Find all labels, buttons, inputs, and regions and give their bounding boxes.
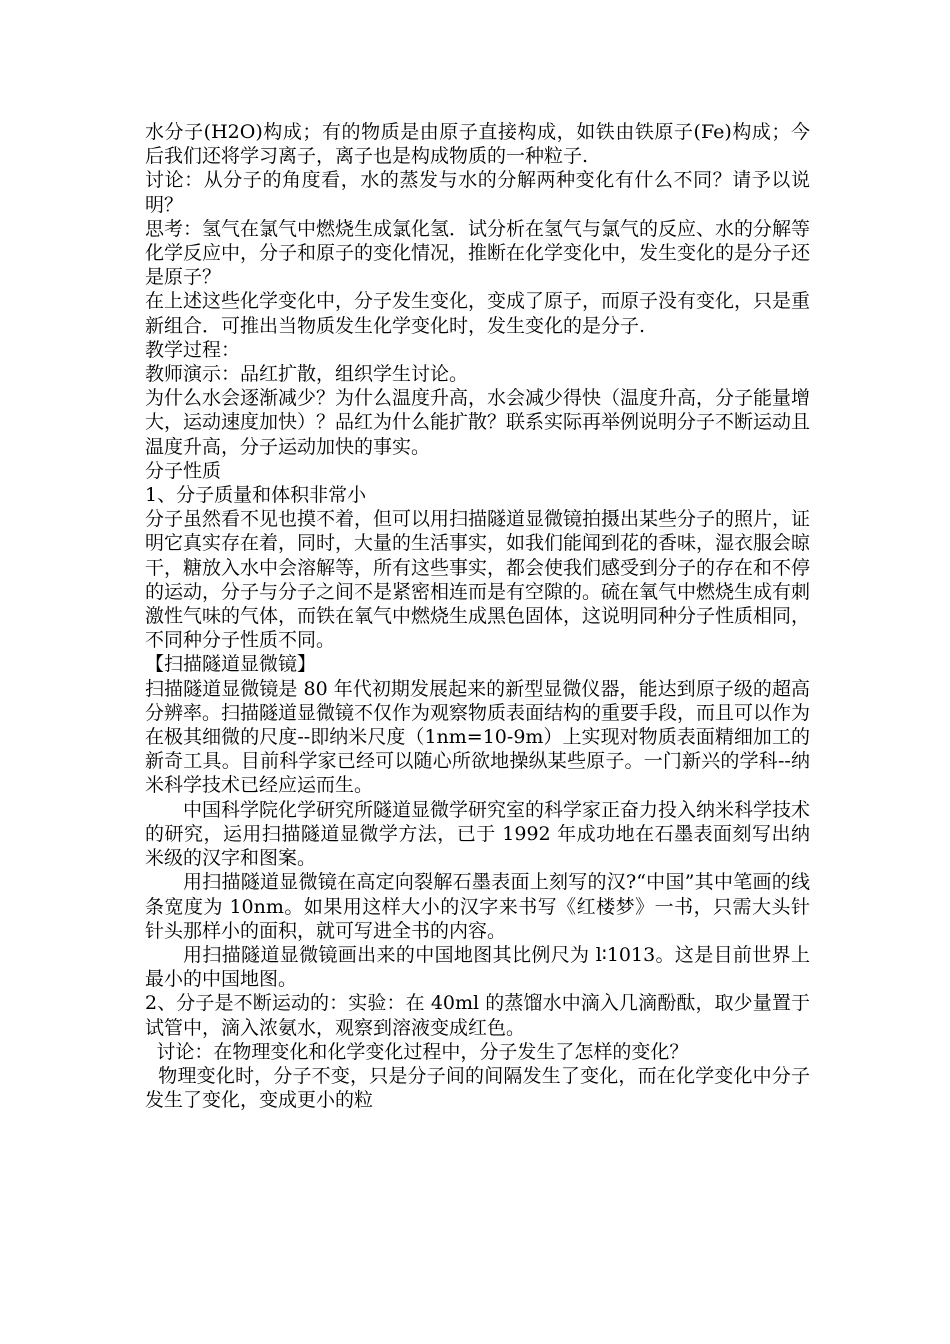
paragraph-physical-change: 物理变化时，分子不变，只是分子间的间隔发生了变化，而在化学变化中分子发生了变化，变成更小的粒 bbox=[145, 1064, 810, 1112]
paragraph-molecule-evidence: 分子虽然看不见也摸不着，但可以用扫描隧道显微镜拍摄出某些分子的照片，证明它真实存在着，同时，大量的生活事实，如我们能闻到花的香味，湿衣服会晾干，糖放入水中会溶解等，所有这些事实，都会使我们感受到分子的存在和不停的运动，分子与分子之间不是紧密相连而是有空隙的。硫在氧气中燃烧生成有刺激性气味的气体，而铁在氧气中燃烧生成黑色固体，这说明同种分子性质相同，不同种分子性质不同。 bbox=[145, 508, 811, 652]
paragraph-china-map: 用扫描隧道显微镜画出来的中国地图其比例尺为 l∶1013。这是目前世界上最小的中国地图。 bbox=[145, 943, 810, 991]
paragraph-chemical-change: 在上述这些化学变化中，分子发生变化，变成了原子，而原子没有变化，只是重新组合．可推出当物质发生化学变化时，发生变化的是分子. bbox=[145, 290, 811, 337]
document-body bbox=[145, 120, 810, 1112]
paragraph-property-2-experiment: 2、分子是不断运动的：实验：在 40ml 的蒸馏水中滴入几滴酚酞，取少量置于试管中，滴入浓氨水，观察到溶液变成红色。 bbox=[145, 992, 810, 1039]
heading-teaching-process: 教学过程： bbox=[145, 338, 241, 361]
paragraph-discussion-water: 讨论：从分子的角度看，水的蒸发与水的分解两种变化有什么不同？请予以说明？ bbox=[145, 169, 810, 216]
paragraph-molecules-atoms: 水分子(H2O)构成；有的物质是由原子直接构成，如铁由铁原子(Fe)构成；今后我们还将学习离子，离子也是构成物质的一种粒子. bbox=[145, 121, 810, 168]
heading-property-1: 1、分子质量和体积非常小 bbox=[145, 484, 367, 507]
paragraph-cas-research: 中国科学院化学研究所隧道显微学研究室的科学家正奋力投入纳米科学技术的研究，运用扫描隧道显微学方法，已于 1992 年成功地在石墨表面刻写出纳米级的汉字和图案。 bbox=[145, 798, 811, 870]
paragraph-china-characters: 用扫描隧道显微镜在高定向裂解石墨表面上刻写的汉?“中国”其中笔画的线条宽度为 10nm。如果用这样大小的汉字来书写《红楼梦》一书，只需大头针针头那样小的面积，就可写进全书的内容。 bbox=[145, 871, 810, 942]
paragraph-discussion-change: 讨论：在物理变化和化学变化过程中，分子发生了怎样的变化？ bbox=[156, 1040, 689, 1063]
paragraph-thinking-hydrogen: 思考：氢气在氯气中燃烧生成氯化氢．试分析在氢气与氯气的反应、水的分解等化学反应中，分子和原子的变化情况，推断在化学变化中，发生变化的是分子还是原子？ bbox=[145, 217, 811, 289]
heading-molecule-properties: 分子性质 bbox=[145, 459, 222, 482]
paragraph-stm-intro: 扫描隧道显微镜是 80 年代初期发展起来的新型显微仪器，能达到原子级的超高分辨率。扫描隧道显微镜不仅作为观察物质表面结构的重要手段，而且可以作为在极其细微的尺度--即纳米尺度（1nm=10-9m）上实现对物质表面精细加工的新奇工具。目前科学家已经可以随心所欲地操纵某些原子。一门新兴的学科--纳米科学技术已经应运而生。 bbox=[145, 677, 811, 797]
paragraph-questions: 为什么水会逐渐减少？为什么温度升高，水会减少得快（温度升高，分子能量增大，运动速度加快）？品红为什么能扩散？联系实际再举例说明分子不断运动且温度升高，分子运动加快的事实。 bbox=[145, 387, 811, 458]
heading-stm: 【扫描隧道显微镜】 bbox=[145, 653, 317, 676]
paragraph-teacher-demo: 教师演示：品红扩散，组织学生讨论。 bbox=[145, 363, 469, 386]
